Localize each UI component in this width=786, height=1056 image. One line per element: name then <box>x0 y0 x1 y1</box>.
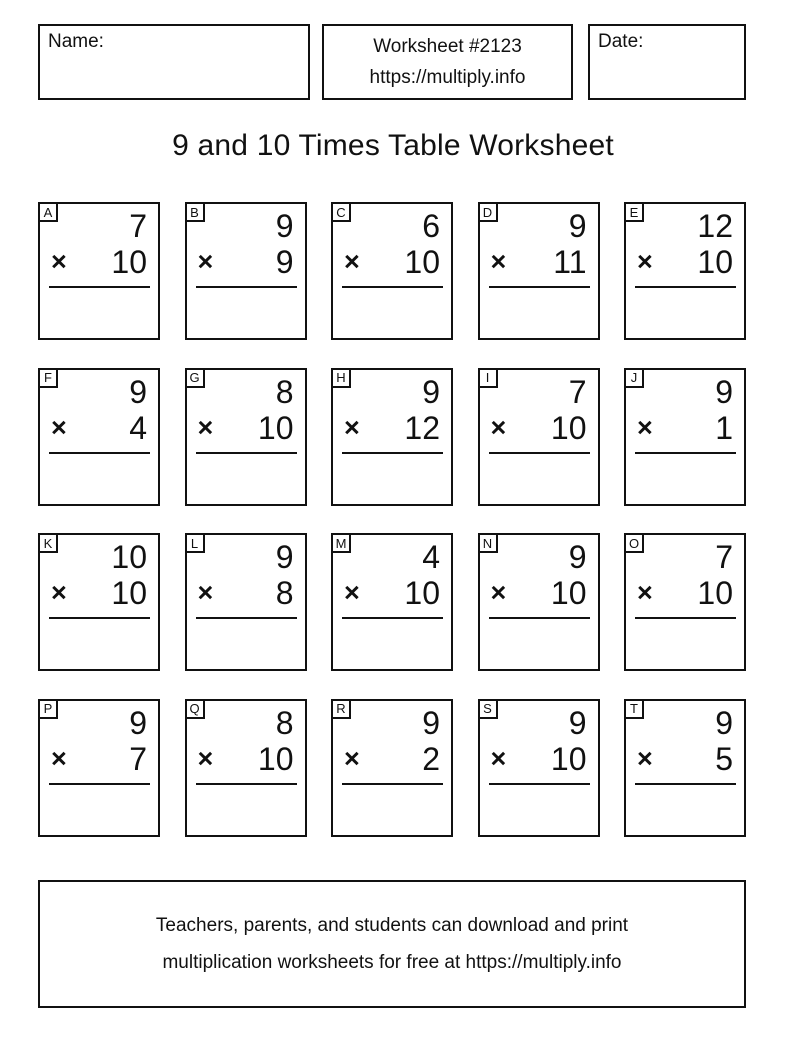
problem-cell[interactable] <box>624 368 746 506</box>
problem-cell[interactable] <box>331 202 453 340</box>
multiplicand: 8 <box>275 704 294 741</box>
problem-label: A <box>40 204 58 222</box>
multiplier: 10 <box>697 244 733 280</box>
answer-line <box>635 617 736 619</box>
problem-cell[interactable] <box>624 699 746 837</box>
multiply-sign: × <box>197 743 214 773</box>
multiplier-row <box>40 244 158 280</box>
multiplier: 10 <box>111 575 147 611</box>
answer-line <box>635 286 736 288</box>
page-title: 9 and 10 Times Table Worksheet <box>172 129 614 162</box>
problem-label: J <box>626 370 644 388</box>
multiply-sign: × <box>344 577 360 608</box>
answer-line <box>635 452 736 454</box>
multiplier-row <box>480 244 598 280</box>
multiply-sign: × <box>51 743 67 773</box>
multiply-sign: × <box>637 577 653 608</box>
multiplier: 11 <box>553 244 587 280</box>
problem-cell[interactable] <box>185 202 307 340</box>
multiplicand: 9 <box>422 704 440 741</box>
multiplier: 10 <box>257 740 294 777</box>
multiply-sign: × <box>344 412 360 442</box>
multiplier: 4 <box>129 409 147 446</box>
multiply-sign: × <box>637 743 653 773</box>
multiplier-row <box>333 244 451 280</box>
multiply-sign: × <box>197 412 214 442</box>
problem-cell[interactable] <box>38 368 160 506</box>
problem-cell[interactable] <box>185 368 307 506</box>
multiplier: 10 <box>404 244 440 280</box>
problem-label: E <box>626 204 644 222</box>
multiplier-row <box>187 741 305 777</box>
problem-cell[interactable] <box>624 202 746 340</box>
multiply-sign: × <box>197 246 214 277</box>
multiplier: 10 <box>257 409 294 446</box>
multiplier: 10 <box>550 409 587 446</box>
multiply-sign: × <box>637 412 653 442</box>
multiply-sign: × <box>490 577 507 608</box>
date-label: Date: <box>598 31 644 52</box>
multiplier: 7 <box>129 740 147 777</box>
problem-cell[interactable] <box>331 368 453 506</box>
multiply-sign: × <box>490 743 507 773</box>
multiplier-row <box>40 575 158 611</box>
date-field-box[interactable] <box>588 24 746 100</box>
multiplier-row <box>626 741 744 777</box>
multiplier: 8 <box>275 575 294 611</box>
answer-line <box>342 452 443 454</box>
problem-label: N <box>480 535 498 553</box>
multiplier: 9 <box>275 244 294 280</box>
multiplicand: 9 <box>422 373 440 410</box>
answer-line <box>342 783 443 785</box>
multiplier-row <box>626 575 744 611</box>
problem-cell[interactable] <box>38 202 160 340</box>
answer-line <box>342 286 443 288</box>
answer-line <box>489 452 590 454</box>
problem-label: Q <box>187 701 205 719</box>
multiply-sign: × <box>51 246 67 277</box>
problem-label: M <box>333 535 351 553</box>
multiplicand: 9 <box>129 704 147 741</box>
problem-label: I <box>480 370 498 388</box>
problem-cell[interactable] <box>185 533 307 671</box>
problem-cell[interactable] <box>478 533 600 671</box>
problem-label: T <box>626 701 644 719</box>
multiplier-row <box>333 410 451 446</box>
multiplier-row <box>626 410 744 446</box>
multiplier: 10 <box>550 575 587 611</box>
answer-line <box>489 286 590 288</box>
multiplicand: 9 <box>275 208 294 244</box>
problem-label: K <box>40 535 58 553</box>
multiplier-row <box>626 244 744 280</box>
answer-line <box>49 452 150 454</box>
multiplicand: 7 <box>129 208 147 244</box>
multiplier-row <box>187 244 305 280</box>
answer-line <box>196 783 297 785</box>
problem-label: G <box>187 370 205 388</box>
problem-label: B <box>187 204 205 222</box>
multiplier: 10 <box>111 244 147 280</box>
multiplier-row <box>480 575 598 611</box>
problem-label: F <box>40 370 58 388</box>
multiplicand: 8 <box>275 373 294 410</box>
name-label: Name: <box>48 31 104 52</box>
multiplier: 10 <box>550 740 587 777</box>
multiplicand: 9 <box>568 208 587 244</box>
problem-label: P <box>40 701 58 719</box>
multiply-sign: × <box>51 577 67 608</box>
footer-line-1: Teachers, parents, and students can download and print <box>155 915 629 936</box>
multiplier-row <box>40 741 158 777</box>
answer-line <box>342 617 443 619</box>
answer-line <box>196 286 297 288</box>
footer-note-box <box>38 880 746 1008</box>
problem-label: R <box>333 701 351 719</box>
multiplier: 10 <box>404 575 440 611</box>
problem-label: O <box>626 535 644 553</box>
multiply-sign: × <box>51 412 67 442</box>
multiply-sign: × <box>197 577 214 608</box>
name-field-box[interactable] <box>38 24 310 100</box>
problems-grid <box>38 202 746 837</box>
problem-cell[interactable] <box>331 699 453 837</box>
answer-line <box>489 617 590 619</box>
answer-line <box>489 783 590 785</box>
multiplier-row <box>187 575 305 611</box>
worksheet-url: https://multiply.info <box>369 67 526 88</box>
answer-line <box>49 617 150 619</box>
answer-line <box>196 617 297 619</box>
multiplier: 2 <box>422 740 440 777</box>
worksheet-info-box <box>322 24 573 100</box>
multiplier-row <box>333 575 451 611</box>
problem-label: S <box>480 701 498 719</box>
multiplier-row <box>480 410 598 446</box>
multiplicand: 9 <box>715 704 733 741</box>
multiply-sign: × <box>490 246 507 277</box>
answer-line <box>635 783 736 785</box>
multiplier-row <box>333 741 451 777</box>
multiplicand: 4 <box>422 539 440 575</box>
answer-line <box>49 286 150 288</box>
multiplicand: 10 <box>111 539 147 575</box>
multiplier-row <box>40 410 158 446</box>
multiply-sign: × <box>490 412 507 442</box>
multiply-sign: × <box>344 743 360 773</box>
problem-cell[interactable] <box>478 202 600 340</box>
problem-cell[interactable] <box>478 368 600 506</box>
problem-label: D <box>480 204 498 222</box>
multiplicand: 9 <box>715 373 733 410</box>
multiplier: 5 <box>715 740 733 777</box>
answer-line <box>196 452 297 454</box>
multiplicand: 12 <box>697 208 733 244</box>
multiplier-row <box>480 741 598 777</box>
multiplicand: 7 <box>715 539 733 575</box>
problem-label: H <box>333 370 351 388</box>
footer-line-2: multiplication worksheets for free at https://multiply.info <box>162 952 622 973</box>
problem-cell[interactable] <box>331 533 453 671</box>
multiplicand: 9 <box>568 539 587 575</box>
multiplier: 12 <box>404 409 440 446</box>
multiplicand: 9 <box>129 373 147 410</box>
multiplicand: 9 <box>568 704 587 741</box>
multiplier: 10 <box>697 575 733 611</box>
multiplicand: 9 <box>275 539 294 575</box>
answer-line <box>49 783 150 785</box>
problem-cell[interactable] <box>624 533 746 671</box>
problem-label: L <box>187 535 205 553</box>
multiplier-row <box>187 410 305 446</box>
multiplicand: 6 <box>422 208 440 244</box>
problem-cell[interactable] <box>38 699 160 837</box>
problem-label: C <box>333 204 351 222</box>
multiply-sign: × <box>637 246 653 277</box>
worksheet-number: Worksheet #2123 <box>373 36 522 57</box>
multiplicand: 7 <box>568 373 587 410</box>
multiply-sign: × <box>344 246 360 277</box>
problem-cell[interactable] <box>38 533 160 671</box>
multiplier: 1 <box>715 409 733 446</box>
problem-cell[interactable] <box>185 699 307 837</box>
problem-cell[interactable] <box>478 699 600 837</box>
